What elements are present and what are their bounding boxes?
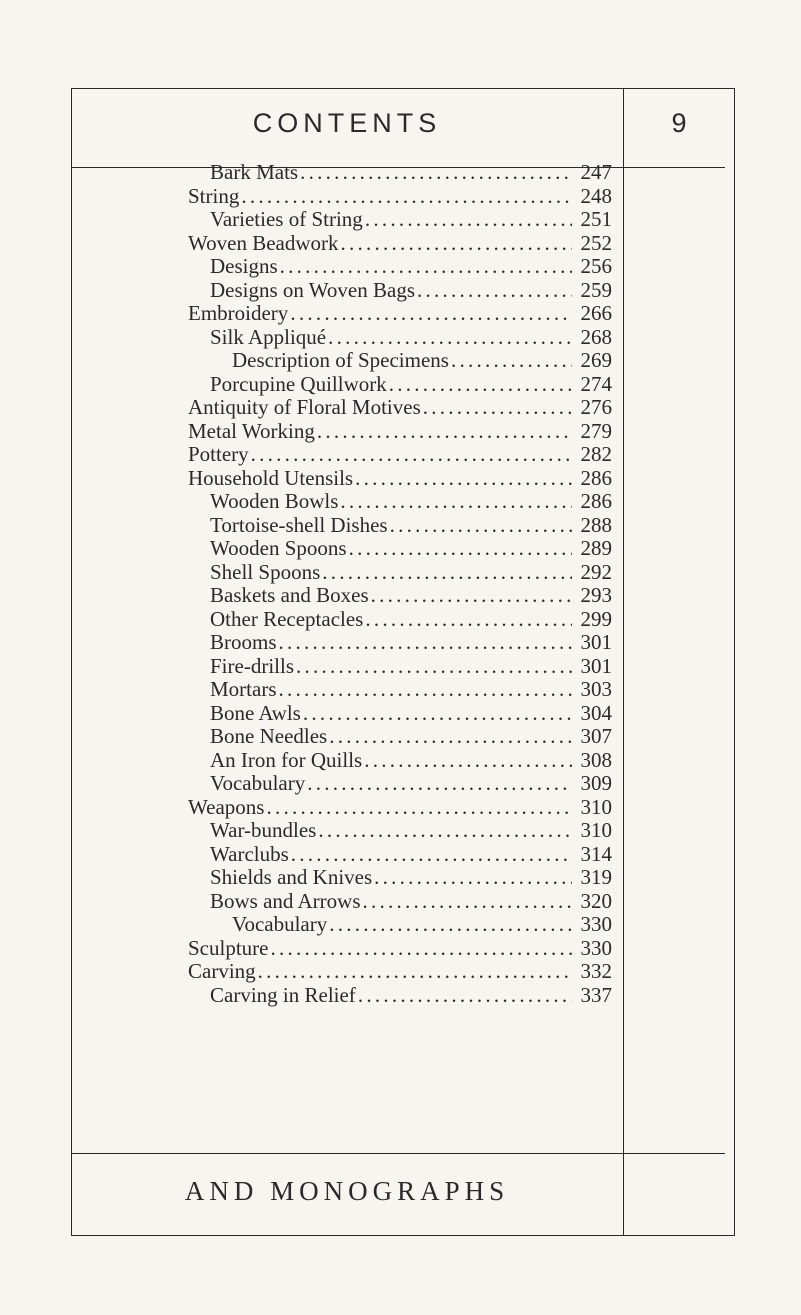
toc-entry (188, 984, 612, 1008)
toc-entry-title: Weapons (188, 795, 265, 819)
toc-dot-leader (363, 890, 573, 914)
toc-entry-page: 304 (580, 701, 612, 725)
toc-entry (188, 796, 612, 820)
toc-dot-leader (279, 678, 573, 702)
toc-dot-leader (389, 373, 572, 397)
toc-dot-leader (341, 232, 572, 256)
toc-entry-page: 289 (580, 537, 612, 560)
toc-dot-leader (328, 326, 572, 350)
toc-entry-title: Description of Specimens (232, 349, 449, 372)
toc-entry-page: 310 (580, 795, 612, 819)
toc-entry (188, 960, 612, 984)
toc-entry-page: 256 (580, 255, 612, 278)
toc-entry-page: 292 (580, 560, 612, 584)
toc-dot-leader (303, 702, 572, 726)
toc-entry-title: Sculpture (188, 936, 269, 960)
toc-entry-title: Silk Appliqué (210, 325, 327, 349)
footer-title: AND MONOGRAPHS (184, 1176, 510, 1206)
toc-entry-page: 319 (580, 866, 612, 889)
toc-entry (188, 631, 612, 655)
toc-entry-title: An Iron for Quills (210, 748, 363, 772)
toc-dot-leader (241, 185, 572, 209)
toc-entry-page: 247 (580, 161, 612, 184)
toc-dot-leader (451, 349, 572, 373)
toc-entry-title: Antiquity of Floral Motives (188, 396, 421, 419)
toc-entry-page: 293 (580, 584, 612, 607)
toc-entry-title: Designs on Woven Bags (210, 278, 415, 302)
toc-entry (188, 702, 612, 726)
toc-entry (188, 349, 612, 373)
toc-dot-leader (365, 608, 572, 632)
toc-entry (188, 725, 612, 749)
toc-dot-leader (291, 843, 572, 867)
toc-dot-leader (322, 561, 572, 585)
toc-entry (188, 584, 612, 608)
toc-entry-title: Wooden Bowls (210, 490, 339, 513)
toc-dot-leader (290, 302, 572, 326)
toc-entry (188, 232, 612, 256)
toc-entry-page: 307 (580, 725, 612, 748)
toc-entry-title: Wooden Spoons (210, 537, 347, 560)
toc-entry (188, 866, 612, 890)
toc-entry (188, 373, 612, 397)
toc-dot-leader (329, 725, 572, 749)
toc-dot-leader (251, 443, 572, 467)
toc-dot-leader (307, 772, 572, 796)
toc-entry-page: 301 (580, 631, 612, 654)
toc-dot-leader (364, 749, 572, 773)
toc-entry (188, 490, 612, 514)
toc-entry-page: 288 (580, 513, 612, 537)
toc-entry-page: 266 (580, 302, 612, 325)
toc-dot-leader (365, 208, 572, 232)
toc-dot-leader (329, 913, 572, 937)
page-number: 9 (671, 108, 687, 138)
toc-entry (188, 443, 612, 467)
toc-entry-title: Shell Spoons (210, 560, 321, 584)
toc-entry-title: Carving (188, 960, 256, 983)
toc-entry-page: 248 (580, 184, 612, 208)
toc-entry-title: Shields and Knives (210, 866, 373, 889)
toc-dot-leader (317, 420, 572, 444)
toc-entry-page: 274 (580, 372, 612, 396)
toc-entry (188, 208, 612, 232)
toc-entry-title: Designs (210, 255, 278, 278)
toc-entry-page: 252 (580, 231, 612, 255)
toc-entry (188, 937, 612, 961)
toc-entry-title: Vocabulary (232, 913, 328, 936)
toc-entry-title: Carving in Relief (210, 983, 356, 1007)
toc-entry-title: Woven Beadwork (188, 231, 339, 255)
toc-entry (188, 302, 612, 326)
toc-entry (188, 913, 612, 937)
toc-entry-page: 301 (580, 654, 612, 678)
toc-entry (188, 185, 612, 209)
toc-entry-page: 251 (580, 208, 612, 231)
toc-entry-page: 282 (580, 443, 612, 466)
toc-entry (188, 279, 612, 303)
toc-entry-page: 337 (580, 983, 612, 1007)
toc-entry-title: Porcupine Quillwork (210, 372, 387, 396)
toc-entry (188, 420, 612, 444)
toc-entry-title: Baskets and Boxes (210, 584, 369, 607)
toc-entry (188, 890, 612, 914)
toc-entry-page: 269 (580, 349, 612, 372)
toc-entry-page: 314 (580, 842, 612, 866)
toc-entry-page: 259 (580, 278, 612, 302)
toc-dot-leader (358, 984, 572, 1008)
toc-dot-leader (417, 279, 572, 303)
toc-entry-title: Vocabulary (210, 772, 306, 795)
toc-entry (188, 749, 612, 773)
toc-entry-page: 299 (580, 607, 612, 631)
toc-entry-title: Varieties of String (210, 208, 363, 231)
toc-entry (188, 608, 612, 632)
toc-entry-page: 332 (580, 960, 612, 983)
toc-entry (188, 678, 612, 702)
toc-entry (188, 537, 612, 561)
toc-dot-leader (355, 467, 572, 491)
toc-entry (188, 843, 612, 867)
toc-entry-title: War-bundles (210, 819, 317, 842)
toc-entry (188, 514, 612, 538)
table-of-contents (188, 161, 612, 1007)
toc-dot-leader (318, 819, 572, 843)
toc-entry (188, 655, 612, 679)
toc-entry (188, 772, 612, 796)
toc-entry (188, 396, 612, 420)
toc-entry (188, 255, 612, 279)
toc-entry-page: 330 (580, 913, 612, 936)
toc-entry-title: Embroidery (188, 302, 289, 325)
toc-dot-leader (280, 255, 572, 279)
footer-rule (71, 1153, 725, 1154)
toc-dot-leader (270, 937, 572, 961)
toc-entry-title: Bows and Arrows (210, 889, 361, 913)
page-title: CONTENTS (252, 108, 442, 138)
toc-dot-leader (390, 514, 572, 538)
toc-dot-leader (349, 537, 572, 561)
toc-dot-leader (423, 396, 572, 420)
toc-dot-leader (371, 584, 572, 608)
toc-entry-page: 303 (580, 678, 612, 701)
toc-dot-leader (296, 655, 572, 679)
toc-entry-title: Pottery (188, 443, 249, 466)
toc-entry-title: Household Utensils (188, 466, 354, 490)
toc-dot-leader (279, 631, 572, 655)
toc-entry-title: Bone Needles (210, 725, 328, 748)
toc-entry-page: 286 (580, 466, 612, 490)
toc-dot-leader (300, 161, 572, 185)
toc-entry-page: 268 (580, 325, 612, 349)
toc-entry-page: 330 (580, 936, 612, 960)
column-divider (623, 88, 624, 1236)
toc-dot-leader (266, 796, 572, 820)
toc-entry-title: Bone Awls (210, 701, 301, 725)
toc-entry-title: Mortars (210, 678, 277, 701)
toc-entry-title: Bark Mats (210, 161, 299, 184)
toc-entry-page: 279 (580, 419, 612, 443)
toc-entry-page: 320 (580, 889, 612, 913)
toc-entry-page: 276 (580, 396, 612, 419)
toc-entry-title: Fire-drills (210, 654, 294, 678)
toc-entry-page: 308 (580, 748, 612, 772)
toc-entry (188, 161, 612, 185)
toc-dot-leader (374, 866, 572, 890)
toc-entry-title: Brooms (210, 631, 277, 654)
toc-entry-page: 286 (580, 490, 612, 513)
toc-entry (188, 819, 612, 843)
toc-entry (188, 326, 612, 350)
toc-entry-page: 309 (580, 772, 612, 795)
toc-dot-leader (340, 490, 572, 514)
toc-entry-page: 310 (580, 819, 612, 842)
toc-entry-title: String (188, 184, 240, 208)
toc-dot-leader (258, 960, 572, 984)
toc-entry (188, 561, 612, 585)
toc-entry-title: Tortoise-shell Dishes (210, 513, 388, 537)
toc-entry-title: Warclubs (210, 842, 289, 866)
toc-entry-title: Metal Working (188, 419, 315, 443)
toc-entry (188, 467, 612, 491)
toc-entry-title: Other Receptacles (210, 607, 364, 631)
